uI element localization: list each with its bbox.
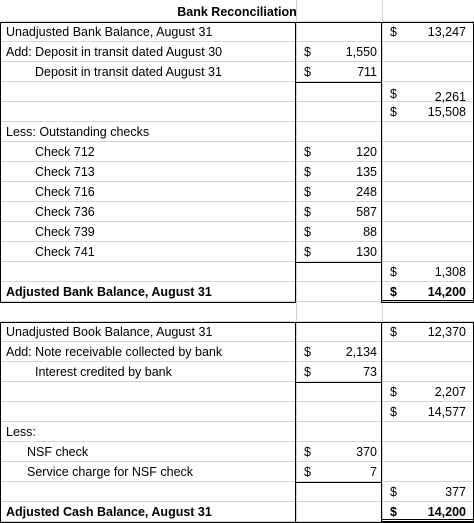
- row-label: Check 716: [35, 185, 95, 199]
- amount: 88: [363, 225, 377, 239]
- row-label: Add: Note receivable collected by bank: [6, 345, 223, 359]
- amount: 587: [356, 205, 377, 219]
- amount: 14,577: [427, 405, 466, 419]
- amount: 248: [356, 185, 377, 199]
- amount: 1,308: [434, 265, 466, 279]
- amount: 135: [356, 165, 377, 179]
- dollar-sign: $: [390, 325, 397, 339]
- book-mid-box: [296, 322, 382, 523]
- row-label: Check 736: [35, 205, 95, 219]
- dollar-sign: $: [390, 405, 397, 419]
- dollar-sign: $: [304, 225, 311, 239]
- dollar-sign: $: [304, 365, 311, 379]
- dollar-sign: $: [304, 245, 311, 259]
- amount: 12,370: [427, 325, 466, 339]
- row-label: Unadjusted Bank Balance, August 31: [6, 25, 213, 39]
- dollar-sign: $: [304, 165, 311, 179]
- row-label: Add: Deposit in transit dated August 30: [6, 45, 223, 59]
- dollar-sign: $: [390, 505, 397, 519]
- amount: 2,261: [434, 90, 466, 104]
- dollar-sign: $: [304, 205, 311, 219]
- amount: 130: [356, 245, 377, 259]
- amount: 7: [370, 465, 377, 479]
- row-label: Unadjusted Book Balance, August 31: [6, 325, 213, 339]
- book-label-box: [0, 322, 296, 523]
- dollar-sign: $: [304, 65, 311, 79]
- blank-row: [0, 302, 474, 322]
- amount: 377: [445, 485, 466, 499]
- dollar-sign: $: [390, 265, 397, 279]
- dollar-sign: $: [390, 285, 397, 299]
- row-label: Service charge for NSF check: [27, 465, 194, 479]
- amount: 15,508: [427, 105, 466, 119]
- dollar-sign: $: [390, 105, 397, 119]
- book-right-box: [382, 322, 474, 523]
- double-underline: [382, 300, 474, 303]
- row-label: NSF check: [27, 445, 89, 459]
- row-label: Less: Outstanding checks: [6, 125, 150, 139]
- amount: 370: [356, 445, 377, 459]
- row-label: Check 739: [35, 225, 95, 239]
- row-label: Interest credited by bank: [35, 365, 172, 379]
- row-label: Check 713: [35, 165, 95, 179]
- border-line: [0, 322, 474, 323]
- bank-mid-box: [296, 22, 382, 303]
- dollar-sign: $: [304, 345, 311, 359]
- border-line: [0, 22, 474, 23]
- dollar-sign: $: [304, 145, 311, 159]
- dollar-sign: $: [304, 465, 311, 479]
- border-line: [296, 382, 382, 383]
- border-line: [296, 262, 382, 263]
- bank-label-box: [0, 22, 296, 303]
- bank-right-box: [382, 22, 474, 303]
- amount: 2,134: [345, 345, 377, 359]
- dollar-sign: $: [304, 445, 311, 459]
- row-label: Less:: [6, 425, 36, 439]
- dollar-sign: $: [390, 87, 397, 101]
- border-line: [296, 482, 382, 483]
- row-label: Adjusted Bank Balance, August 31: [6, 285, 212, 299]
- title-row: [0, 2, 474, 22]
- amount: 14,200: [427, 285, 466, 299]
- row-label: Check 712: [35, 145, 95, 159]
- border-line: [296, 82, 382, 83]
- dollar-sign: $: [304, 45, 311, 59]
- dollar-sign: $: [304, 185, 311, 199]
- row-label: Deposit in transit dated August 31: [35, 65, 222, 79]
- dollar-sign: $: [390, 25, 397, 39]
- row-label: Check 741: [35, 245, 95, 259]
- amount: 13,247: [427, 25, 466, 39]
- amount: 14,200: [427, 505, 466, 519]
- amount: 711: [357, 65, 377, 79]
- amount: 1,550: [345, 45, 377, 59]
- row-label: Adjusted Cash Balance, August 31: [6, 505, 212, 519]
- amount: 73: [363, 365, 377, 379]
- dollar-sign: $: [390, 385, 397, 399]
- dollar-sign: $: [390, 485, 397, 499]
- border-line: [0, 302, 296, 303]
- amount: 2,207: [434, 385, 466, 399]
- sheet-title: Bank Reconciliation: [177, 5, 297, 19]
- amount: 120: [356, 145, 377, 159]
